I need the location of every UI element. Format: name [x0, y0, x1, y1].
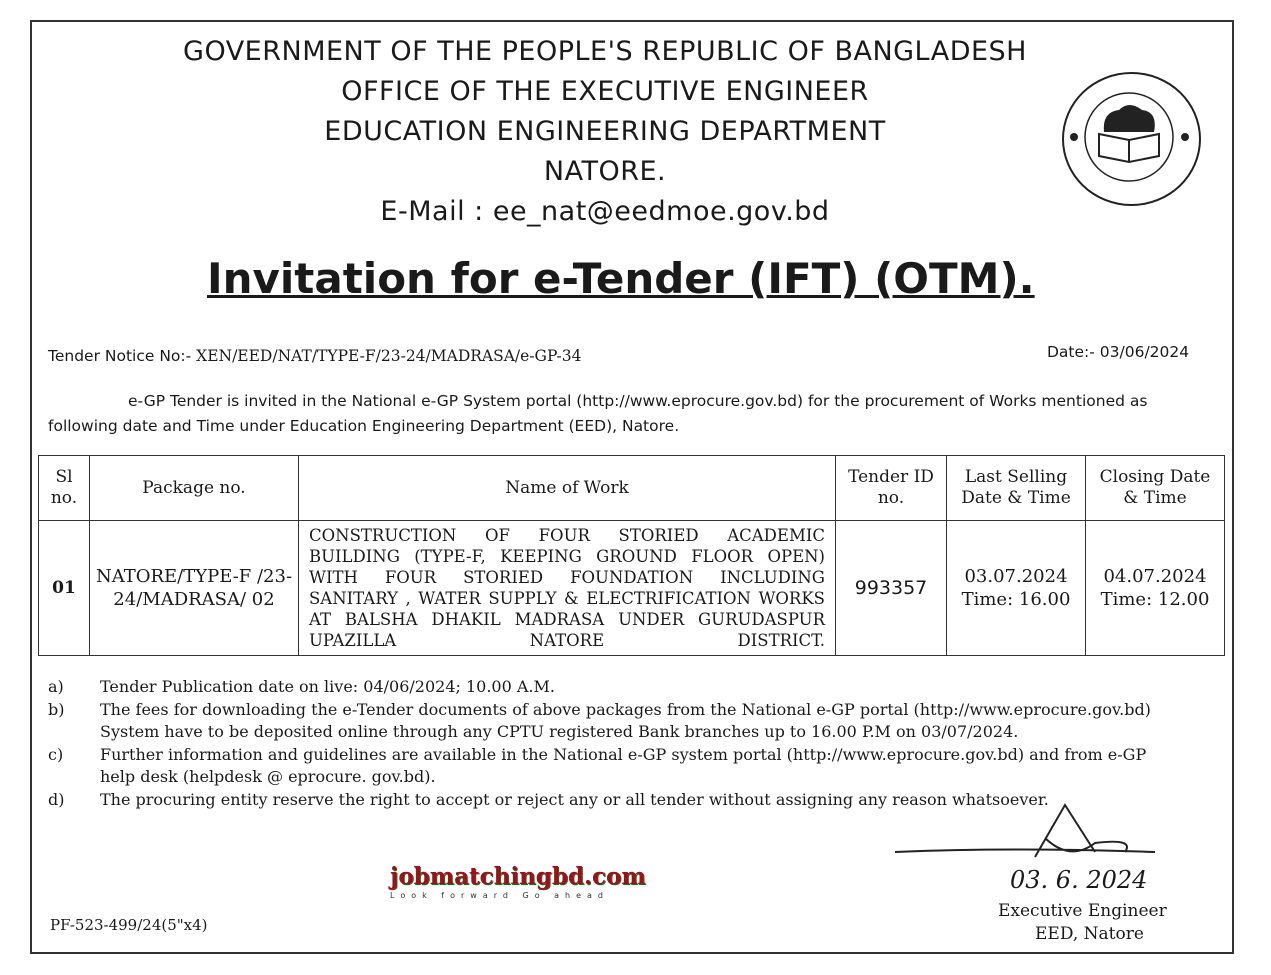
signature-icon	[895, 800, 1175, 862]
cell-work: CONSTRUCTION OF FOUR STORIED ACADEMIC BUILDING (TYPE-F, KEEPING GROUND FLOOR OPEN) WITH FOUR STORIED FOUNDATION INCLUDING SANITARY , WATER SUPPLY & ELECTRIFICATION WORKS AT BALSHA DHAKIL MADRASA UNDER GURUDASPUR UPAZILLA NATORE DISTRICT.	[299, 521, 836, 656]
eed-logo	[1062, 72, 1201, 206]
col-sl: Sl no.	[39, 456, 90, 521]
notice-label: Tender Notice No:-	[48, 347, 192, 365]
header-office: OFFICE OF THE EXECUTIVE ENGINEER	[341, 76, 869, 107]
note-item: c) Further information and guidelines are available in the National e-GP system portal (http://www.eprocure.gov.bd) and from e-GP help desk (helpdesk @ eprocure. gov.bd).	[48, 744, 1147, 786]
table-header-row	[39, 456, 1225, 521]
selling-time: Time: 16.00	[961, 589, 1071, 610]
cell-sl: 01	[39, 521, 90, 656]
cell-package: NATORE/TYPE-F /23-24/MADRASA/ 02	[90, 521, 299, 656]
note-item: d) The procuring entity reserve the right to accept or reject any or all tender without assigning any reason whatsoever.	[48, 789, 1049, 809]
col-closing: Closing Date & Time	[1086, 456, 1225, 521]
selling-date: 03.07.2024	[964, 566, 1068, 587]
signatory-office: EED, Natore	[1035, 924, 1144, 944]
notes-list	[48, 676, 1170, 811]
signatory-title: Executive Engineer	[998, 901, 1167, 921]
note-item: a) Tender Publication date on live: 04/06/2024; 10.00 A.M.	[48, 677, 555, 696]
intro-paragraph: e-GP Tender is invited in the National e-GP System portal (http://www.eprocure.gov.bd) for the procurement of Works mentioned as following date and Time under Education Engineering Department (EED), Natore.	[48, 392, 1148, 435]
header-location: NATORE.	[543, 156, 667, 187]
header-email: E-Mail : ee_nat@eedmoe.gov.bd	[380, 196, 830, 227]
notice-date: Date:- 03/06/2024	[1047, 343, 1190, 361]
note-item: b) The fees for downloading the e-Tender documents of above packages from the National e-GP portal (http://www.eprocure.gov.bd) System have to be deposited online through any CPTU registered Bank branches up to 16.00 P.M on 03/07/2024.	[48, 699, 1151, 741]
cell-tender-id: 993357	[836, 521, 947, 656]
col-tender-id: Tender ID no.	[836, 456, 947, 521]
footer-code: PF-523-499/24(5"x4)	[50, 916, 208, 934]
table-row	[39, 521, 1225, 656]
document-title: Invitation for e-Tender (IFT) (OTM).	[207, 254, 1035, 303]
header-department: EDUCATION ENGINEERING DEPARTMENT	[324, 116, 886, 147]
signature-date: 03. 6. 2024	[1010, 866, 1148, 894]
col-package: Package no.	[90, 456, 299, 521]
col-work: Name of Work	[299, 456, 836, 521]
tender-table	[38, 455, 1225, 656]
notice-number: XEN/EED/NAT/TYPE-F/23-24/MADRASA/e-GP-34	[196, 347, 582, 365]
col-selling: Last Selling Date & Time	[947, 456, 1086, 521]
watermark-name: jobmatchingbd.com	[390, 863, 646, 890]
closing-date: 04.07.2024	[1103, 566, 1207, 587]
watermark-tagline: Look forward Go ahead	[390, 891, 610, 900]
watermark	[390, 864, 646, 901]
header-government: GOVERNMENT OF THE PEOPLE'S REPUBLIC OF BANGLADESH	[183, 36, 1027, 67]
closing-time: Time: 12.00	[1100, 589, 1210, 610]
book-tree-emblem-icon	[1064, 74, 1195, 200]
